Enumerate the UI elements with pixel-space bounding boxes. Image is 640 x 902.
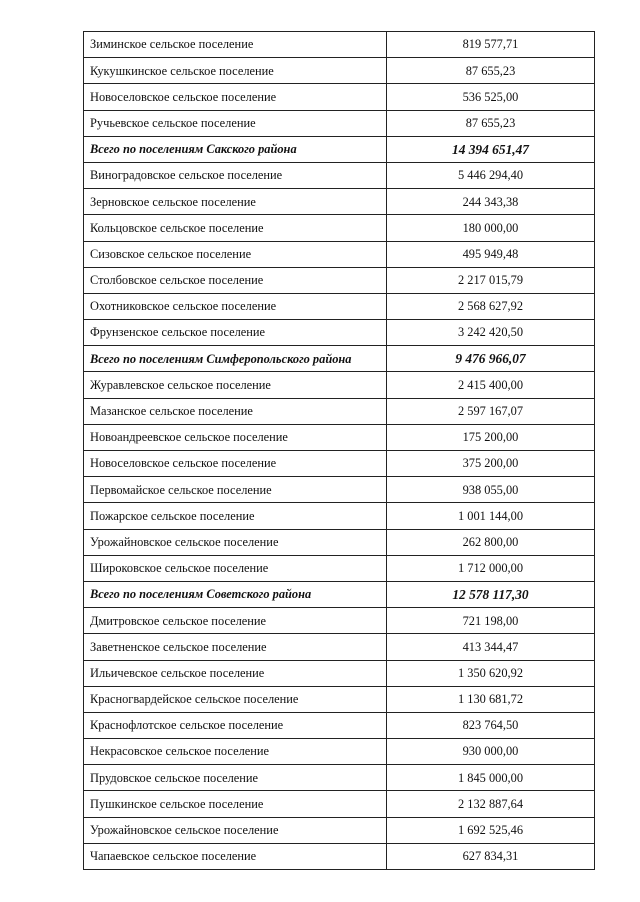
amount-value: 375 200,00: [387, 451, 595, 477]
total-label: Всего по поселениям Сакского района: [84, 136, 387, 162]
amount-value: 87 655,23: [387, 110, 595, 136]
total-value: 12 578 117,30: [387, 581, 595, 607]
table-row: [84, 843, 595, 869]
settlement-name: Охотниковское сельское поселение: [84, 293, 387, 319]
total-row: [84, 581, 595, 607]
settlement-name: Урожайновское сельское поселение: [84, 817, 387, 843]
amount-value: 721 198,00: [387, 608, 595, 634]
amount-value: 1 692 525,46: [387, 817, 595, 843]
table-row: [84, 765, 595, 791]
amount-value: 1 001 144,00: [387, 503, 595, 529]
table-row: [84, 398, 595, 424]
amount-value: 2 597 167,07: [387, 398, 595, 424]
settlement-name: Виноградовское сельское поселение: [84, 162, 387, 188]
settlement-name: Некрасовское сельское поселение: [84, 739, 387, 765]
table-row: [84, 529, 595, 555]
settlement-name: Новоандреевское сельское поселение: [84, 424, 387, 450]
amount-value: 495 949,48: [387, 241, 595, 267]
amount-value: 823 764,50: [387, 712, 595, 738]
settlement-name: Краснофлотское сельское поселение: [84, 712, 387, 738]
amount-value: 262 800,00: [387, 529, 595, 555]
table-body: [84, 32, 595, 870]
table-row: [84, 451, 595, 477]
amount-value: 1 130 681,72: [387, 686, 595, 712]
settlement-name: Кольцовское сельское поселение: [84, 215, 387, 241]
amount-value: 536 525,00: [387, 84, 595, 110]
table-row: [84, 817, 595, 843]
total-label: Всего по поселениям Симферопольского района: [84, 346, 387, 372]
amount-value: 413 344,47: [387, 634, 595, 660]
amount-value: 87 655,23: [387, 58, 595, 84]
settlement-name: Новоселовское сельское поселение: [84, 84, 387, 110]
total-row: [84, 346, 595, 372]
amount-value: 2 132 887,64: [387, 791, 595, 817]
amount-value: 2 568 627,92: [387, 293, 595, 319]
settlements-table: [83, 31, 595, 870]
settlement-name: Первомайское сельское поселение: [84, 477, 387, 503]
amount-value: 938 055,00: [387, 477, 595, 503]
table-row: [84, 189, 595, 215]
settlement-name: Столбовское сельское поселение: [84, 267, 387, 293]
table-row: [84, 241, 595, 267]
settlement-name: Сизовское сельское поселение: [84, 241, 387, 267]
settlement-name: Новоселовское сельское поселение: [84, 451, 387, 477]
settlement-name: Журавлевское сельское поселение: [84, 372, 387, 398]
table-row: [84, 320, 595, 346]
settlement-name: Кукушкинское сельское поселение: [84, 58, 387, 84]
amount-value: 2 217 015,79: [387, 267, 595, 293]
table-row: [84, 686, 595, 712]
settlement-name: Зерновское сельское поселение: [84, 189, 387, 215]
total-row: [84, 136, 595, 162]
settlement-name: Урожайновское сельское поселение: [84, 529, 387, 555]
settlement-name: Заветненское сельское поселение: [84, 634, 387, 660]
amount-value: 1 712 000,00: [387, 555, 595, 581]
table-row: [84, 424, 595, 450]
table-row: [84, 110, 595, 136]
table-row: [84, 84, 595, 110]
table-row: [84, 58, 595, 84]
total-value: 14 394 651,47: [387, 136, 595, 162]
table-row: [84, 660, 595, 686]
table-row: [84, 372, 595, 398]
table-row: [84, 503, 595, 529]
settlement-name: Чапаевское сельское поселение: [84, 843, 387, 869]
amount-value: 175 200,00: [387, 424, 595, 450]
settlement-name: Мазанское сельское поселение: [84, 398, 387, 424]
total-value: 9 476 966,07: [387, 346, 595, 372]
settlement-name: Зиминское сельское поселение: [84, 32, 387, 58]
table-row: [84, 634, 595, 660]
settlement-name: Пожарское сельское поселение: [84, 503, 387, 529]
amount-value: 180 000,00: [387, 215, 595, 241]
amount-value: 1 845 000,00: [387, 765, 595, 791]
amount-value: 2 415 400,00: [387, 372, 595, 398]
total-label: Всего по поселениям Советского района: [84, 581, 387, 607]
settlement-name: Дмитровское сельское поселение: [84, 608, 387, 634]
table-row: [84, 162, 595, 188]
settlement-name: Пушкинское сельское поселение: [84, 791, 387, 817]
settlement-name: Ильичевское сельское поселение: [84, 660, 387, 686]
amount-value: 5 446 294,40: [387, 162, 595, 188]
table-row: [84, 712, 595, 738]
table-row: [84, 791, 595, 817]
amount-value: 930 000,00: [387, 739, 595, 765]
amount-value: 819 577,71: [387, 32, 595, 58]
amount-value: 1 350 620,92: [387, 660, 595, 686]
amount-value: 3 242 420,50: [387, 320, 595, 346]
table-row: [84, 555, 595, 581]
table-row: [84, 739, 595, 765]
settlement-name: Красногвардейское сельское поселение: [84, 686, 387, 712]
table-row: [84, 32, 595, 58]
table-row: [84, 608, 595, 634]
table-row: [84, 267, 595, 293]
settlement-name: Прудовское сельское поселение: [84, 765, 387, 791]
amount-value: 244 343,38: [387, 189, 595, 215]
table-row: [84, 293, 595, 319]
settlement-name: Фрунзенское сельское поселение: [84, 320, 387, 346]
settlement-name: Ручьевское сельское поселение: [84, 110, 387, 136]
amount-value: 627 834,31: [387, 843, 595, 869]
settlement-name: Широковское сельское поселение: [84, 555, 387, 581]
table-row: [84, 477, 595, 503]
table-row: [84, 215, 595, 241]
